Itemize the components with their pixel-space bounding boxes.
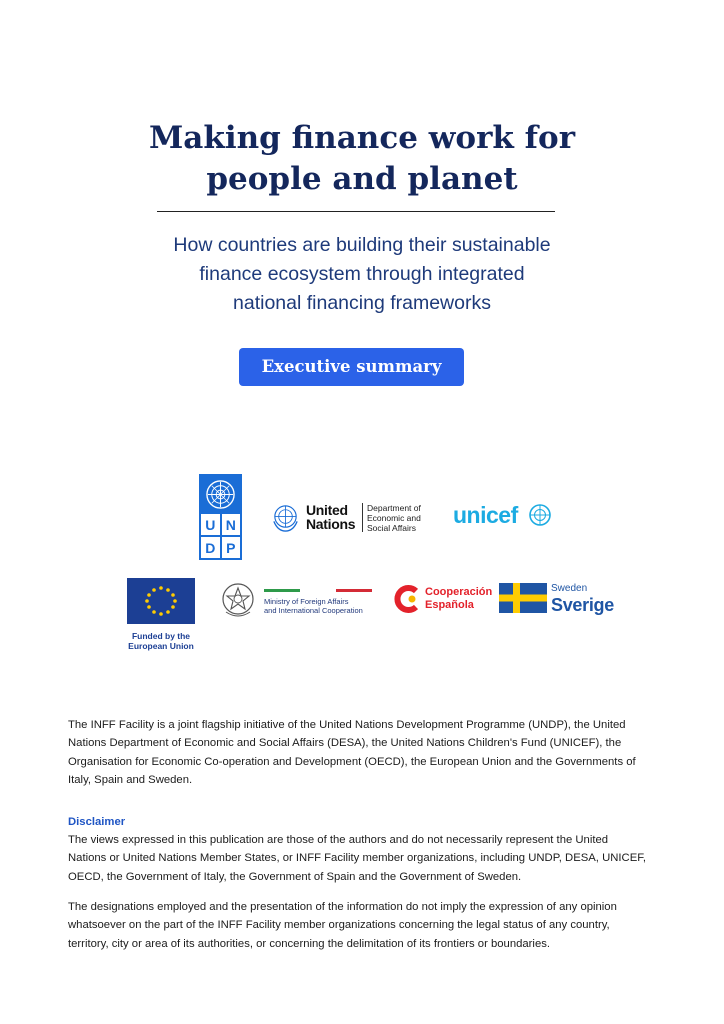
unicef-logo	[453, 501, 557, 529]
subtitle-line-1: How countries are building their sustainable	[173, 234, 551, 256]
un-desa-logo	[270, 501, 430, 535]
italy-emblem-icon	[220, 580, 256, 620]
italy-ministry-name	[264, 597, 363, 615]
ministry-line-1: Ministry of Foreign Affairs	[264, 597, 349, 606]
undp-letter: U	[201, 514, 220, 535]
cooperacion-line-1: Cooperación	[425, 586, 493, 598]
cooperacion-mark-icon	[394, 585, 422, 613]
unicef-emblem-icon	[528, 503, 552, 527]
document-title	[0, 118, 724, 200]
eu-flag	[127, 578, 195, 624]
undp-letter-grid	[201, 514, 240, 558]
desa-line-3: Social Affairs	[367, 523, 416, 533]
disclaimer-line: OECD, the Government of Italy, the Government of Spain and the Government of Sweden.	[68, 870, 522, 883]
italy-ministry-logo	[220, 580, 376, 622]
sweden-logo	[499, 583, 619, 619]
disclaimer-line: The designations employed and the presentation of the information do not imply the expression of any opinion	[68, 901, 617, 913]
title-line-1: Making finance work for	[148, 120, 576, 156]
desa-department	[367, 503, 421, 533]
disclaimer-paragraph-2	[68, 898, 664, 953]
subtitle-line-2: finance ecosystem through integrated	[199, 263, 525, 285]
undp-letter: N	[222, 514, 241, 535]
sweden-label: Sweden	[551, 583, 588, 594]
swedish-flag-icon	[499, 583, 547, 613]
unicef-wordmark: unicef	[453, 502, 518, 528]
un-name-line-2: Nations	[306, 516, 356, 532]
sverige-label: Sverige	[551, 595, 614, 615]
document-subtitle	[0, 231, 724, 318]
disclaimer-line: Nations or United Nations Member States, or INFF Facility member organizations, including UNDP, DESA, UNICEF,	[68, 852, 647, 865]
eu-caption-line-1: Funded by the	[131, 631, 191, 641]
un-name	[306, 503, 355, 531]
desa-line-2: Economic and	[367, 513, 421, 523]
disclaimer-heading: Disclaimer	[68, 816, 126, 828]
intro-line: Italy, Spain and Sweden.	[68, 773, 193, 786]
disclaimer-paragraph-1	[68, 831, 664, 886]
disclaimer-line: The views expressed in this publication are those of the authors and do not necessarily represent the United	[68, 834, 609, 846]
un-name-line-1: United	[306, 502, 348, 518]
un-globe-icon	[205, 479, 236, 510]
cooperacion-name	[425, 586, 492, 612]
disclaimer-line: territory, city or area of its authorities, or concerning the delimitation of its frontiers or boundaries.	[68, 937, 551, 950]
eu-stars-icon	[127, 578, 195, 624]
ministry-line-2: and International Cooperation	[264, 606, 363, 615]
eu-funding-caption	[112, 631, 210, 651]
desa-divider	[362, 503, 363, 532]
eu-caption-line-2: European Union	[128, 641, 194, 651]
undp-letter: P	[222, 537, 241, 558]
disclaimer-line: whatsoever on the part of the INFF Facility member organizations concerning the legal status of any country,	[68, 919, 610, 932]
undp-letter: D	[201, 537, 220, 558]
intro-line: Nations Department of Economic and Social Affairs (DESA), the United Nations Children's Fund (UNICEF), the	[68, 737, 622, 750]
intro-paragraph	[68, 716, 664, 789]
un-emblem-icon	[270, 502, 301, 533]
title-divider	[157, 211, 555, 212]
italian-flag-bar	[264, 589, 372, 592]
executive-summary-button[interactable]: Executive summary	[239, 348, 464, 386]
subtitle-line-3: national financing frameworks	[233, 292, 491, 314]
cooperacion-espanola-logo	[394, 584, 493, 616]
intro-line: Organisation for Economic Co-operation and Development (OECD), the European Union and the Governments of	[68, 755, 636, 768]
title-line-2: people and planet	[206, 161, 518, 197]
intro-line: The INFF Facility is a joint flagship initiative of the United Nations Development Programme (UNDP), the United	[68, 719, 626, 731]
desa-line-1: Department of	[367, 503, 421, 513]
cooperacion-line-2: Española	[425, 599, 474, 611]
undp-logo	[199, 474, 242, 560]
